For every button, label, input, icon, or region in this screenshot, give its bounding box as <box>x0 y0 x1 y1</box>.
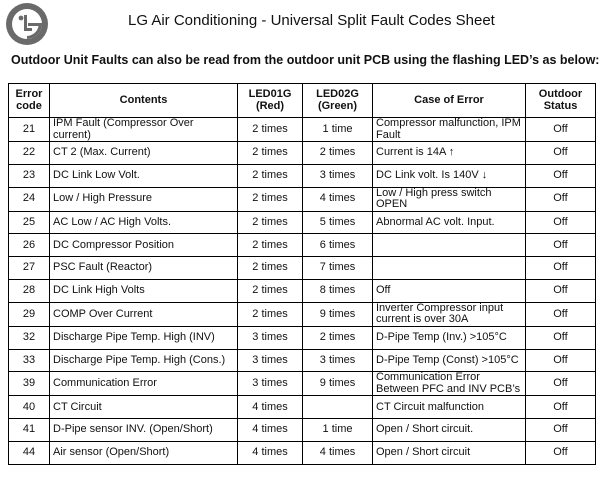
outdoor-status-cell: Off <box>526 419 596 442</box>
led01g-cell: 2 times <box>238 187 303 211</box>
led02g-cell: 9 times <box>303 372 373 396</box>
led02g-cell: 5 times <box>303 211 373 234</box>
outdoor-status-cell: Off <box>526 302 596 326</box>
led02g-cell: 1 time <box>303 419 373 442</box>
error-code-cell: 29 <box>9 302 50 326</box>
led02g-cell: 2 times <box>303 142 373 165</box>
table-row <box>9 372 596 396</box>
contents-cell: PSC Fault (Reactor) <box>50 257 238 280</box>
case-of-error-cell: CT Circuit malfunction <box>373 396 526 419</box>
error-code-cell: 22 <box>9 142 50 165</box>
table-row <box>9 234 596 257</box>
table-row <box>9 279 596 302</box>
error-code-cell: 41 <box>9 419 50 442</box>
case-of-error-cell: Abnormal AC volt. Input. <box>373 211 526 234</box>
contents-cell: Communication Error <box>50 372 238 396</box>
table-row <box>9 118 596 142</box>
contents-cell: D-Pipe sensor INV. (Open/Short) <box>50 419 238 442</box>
case-of-error-cell: Off <box>373 279 526 302</box>
led01g-cell: 3 times <box>238 349 303 372</box>
table-row <box>9 396 596 419</box>
contents-cell: DC Compressor Position <box>50 234 238 257</box>
header-led02g: LED02G (Green) <box>303 84 373 118</box>
contents-cell: Discharge Pipe Temp. High (INV) <box>50 326 238 349</box>
led02g-cell: 2 times <box>303 326 373 349</box>
led01g-cell: 2 times <box>238 302 303 326</box>
led02g-cell: 9 times <box>303 302 373 326</box>
header-outdoor-status: Outdoor Status <box>526 84 596 118</box>
table-row <box>9 164 596 187</box>
error-code-cell: 32 <box>9 326 50 349</box>
table-row <box>9 349 596 372</box>
error-code-cell: 25 <box>9 211 50 234</box>
led02g-cell: 3 times <box>303 164 373 187</box>
case-of-error-cell: Open / Short circuit <box>373 441 526 464</box>
table-row <box>9 257 596 280</box>
header-error-code: Error code <box>9 84 50 118</box>
led02g-cell <box>303 396 373 419</box>
led01g-cell: 4 times <box>238 396 303 419</box>
led01g-cell: 3 times <box>238 372 303 396</box>
outdoor-status-cell: Off <box>526 257 596 280</box>
error-code-cell: 39 <box>9 372 50 396</box>
case-of-error-cell: DC Link volt. Is 140V ↓ <box>373 164 526 187</box>
lg-logo <box>5 2 49 46</box>
contents-cell: IPM Fault (Compressor Over current) <box>50 118 238 142</box>
error-code-cell: 40 <box>9 396 50 419</box>
case-of-error-cell: Inverter Compressor input current is over 30A <box>373 302 526 326</box>
outdoor-status-cell: Off <box>526 142 596 165</box>
table-header-row <box>9 84 596 118</box>
fault-codes-table <box>8 83 596 465</box>
table-row <box>9 211 596 234</box>
led01g-cell: 2 times <box>238 257 303 280</box>
page-subtitle: Outdoor Unit Faults can also be read from the outdoor unit PCB using the flashing LED’s as below: <box>11 53 600 67</box>
case-of-error-cell: Current is 14A ↑ <box>373 142 526 165</box>
table-row <box>9 187 596 211</box>
contents-cell: COMP Over Current <box>50 302 238 326</box>
outdoor-status-cell: Off <box>526 234 596 257</box>
led01g-cell: 4 times <box>238 441 303 464</box>
led01g-cell: 2 times <box>238 164 303 187</box>
error-code-cell: 23 <box>9 164 50 187</box>
page-title: LG Air Conditioning - Universal Split Fault Codes Sheet <box>128 12 495 29</box>
led01g-cell: 3 times <box>238 326 303 349</box>
led02g-cell: 6 times <box>303 234 373 257</box>
outdoor-status-cell: Off <box>526 326 596 349</box>
led01g-cell: 2 times <box>238 118 303 142</box>
error-code-cell: 27 <box>9 257 50 280</box>
outdoor-status-cell: Off <box>526 372 596 396</box>
contents-cell: AC Low / AC High Volts. <box>50 211 238 234</box>
outdoor-status-cell: Off <box>526 164 596 187</box>
case-of-error-cell: D-Pipe Temp (Const) >105°C <box>373 349 526 372</box>
outdoor-status-cell: Off <box>526 279 596 302</box>
error-code-cell: 26 <box>9 234 50 257</box>
case-of-error-cell: Open / Short circuit. <box>373 419 526 442</box>
contents-cell: Discharge Pipe Temp. High (Cons.) <box>50 349 238 372</box>
contents-cell: Air sensor (Open/Short) <box>50 441 238 464</box>
contents-cell: DC Link High Volts <box>50 279 238 302</box>
table-row <box>9 302 596 326</box>
table-row <box>9 419 596 442</box>
led01g-cell: 4 times <box>238 419 303 442</box>
case-of-error-cell: D-Pipe Temp (Inv.) >105°C <box>373 326 526 349</box>
outdoor-status-cell: Off <box>526 441 596 464</box>
error-code-cell: 33 <box>9 349 50 372</box>
led01g-cell: 2 times <box>238 279 303 302</box>
error-code-cell: 21 <box>9 118 50 142</box>
case-of-error-cell: Compressor malfunction, IPM Fault <box>373 118 526 142</box>
led02g-cell: 4 times <box>303 441 373 464</box>
contents-cell: CT 2 (Max. Current) <box>50 142 238 165</box>
led02g-cell: 1 time <box>303 118 373 142</box>
led02g-cell: 7 times <box>303 257 373 280</box>
table-row <box>9 142 596 165</box>
case-of-error-cell <box>373 257 526 280</box>
table-row <box>9 326 596 349</box>
led02g-cell: 3 times <box>303 349 373 372</box>
case-of-error-cell: Low / High press switch OPEN <box>373 187 526 211</box>
outdoor-status-cell: Off <box>526 118 596 142</box>
led01g-cell: 2 times <box>238 211 303 234</box>
error-code-cell: 44 <box>9 441 50 464</box>
led02g-cell: 4 times <box>303 187 373 211</box>
header-case-of-error: Case of Error <box>373 84 526 118</box>
led02g-cell: 8 times <box>303 279 373 302</box>
header-led01g: LED01G (Red) <box>238 84 303 118</box>
outdoor-status-cell: Off <box>526 187 596 211</box>
case-of-error-cell: Communication Error Between PFC and INV PCB’s <box>373 372 526 396</box>
error-code-cell: 24 <box>9 187 50 211</box>
led01g-cell: 2 times <box>238 234 303 257</box>
led01g-cell: 2 times <box>238 142 303 165</box>
contents-cell: DC Link Low Volt. <box>50 164 238 187</box>
error-code-cell: 28 <box>9 279 50 302</box>
header-contents: Contents <box>50 84 238 118</box>
outdoor-status-cell: Off <box>526 396 596 419</box>
table-row <box>9 441 596 464</box>
contents-cell: Low / High Pressure <box>50 187 238 211</box>
outdoor-status-cell: Off <box>526 211 596 234</box>
outdoor-status-cell: Off <box>526 349 596 372</box>
case-of-error-cell <box>373 234 526 257</box>
contents-cell: CT Circuit <box>50 396 238 419</box>
